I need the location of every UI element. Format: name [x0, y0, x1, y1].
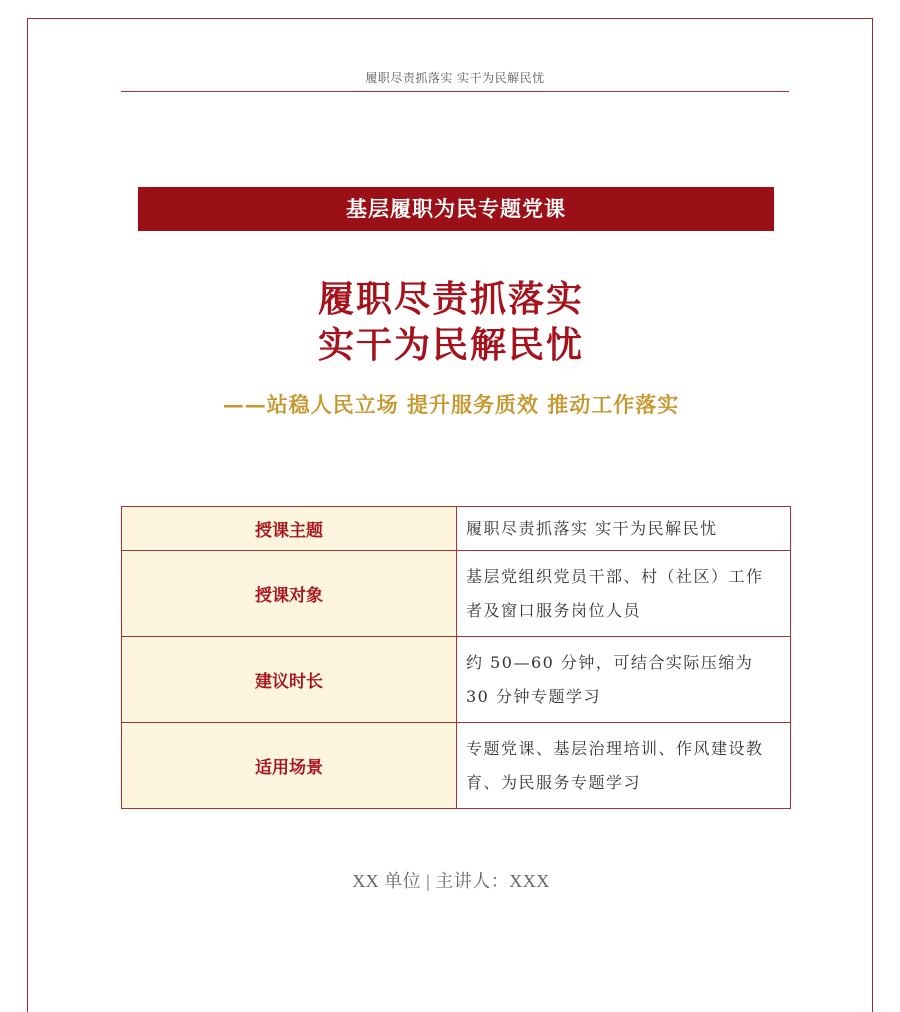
- subtitle: ——站稳人民立场 提升服务质效 推动工作落实: [222, 392, 680, 417]
- row-label-audience: 授课对象: [122, 551, 457, 637]
- document-page: [27, 18, 873, 1012]
- main-title-line-1: 履职尽责抓落实: [317, 279, 584, 320]
- row-label-topic: 授课主题: [122, 507, 457, 551]
- main-title: [88, 277, 814, 369]
- table-row: [122, 507, 791, 551]
- row-value-scenario: 专题党课、基层治理培训、作风建设教育、为民服务专题学习: [457, 723, 791, 809]
- row-label-duration: 建议时长: [122, 637, 457, 723]
- header-divider: [121, 91, 789, 92]
- table-row: [122, 637, 791, 723]
- row-value-duration: 约 50—60 分钟，可结合实际压缩为 30 分钟专题学习: [457, 637, 791, 723]
- row-value-audience: 基层党组织党员干部、村（社区）工作者及窗口服务岗位人员: [457, 551, 791, 637]
- main-title-line-2: 实干为民解民忧: [317, 325, 584, 366]
- row-label-scenario: 适用场景: [122, 723, 457, 809]
- table-row: [122, 723, 791, 809]
- table-row: [122, 551, 791, 637]
- course-info-table: [121, 506, 791, 809]
- running-header: 履职尽责抓落实 实干为民解民忧: [365, 71, 545, 85]
- presenter-footer: XX 单位 | 主讲人：XXX: [352, 871, 550, 891]
- topic-banner: 基层履职为民专题党课: [138, 187, 774, 231]
- row-value-topic: 履职尽责抓落实 实干为民解民忧: [457, 507, 791, 551]
